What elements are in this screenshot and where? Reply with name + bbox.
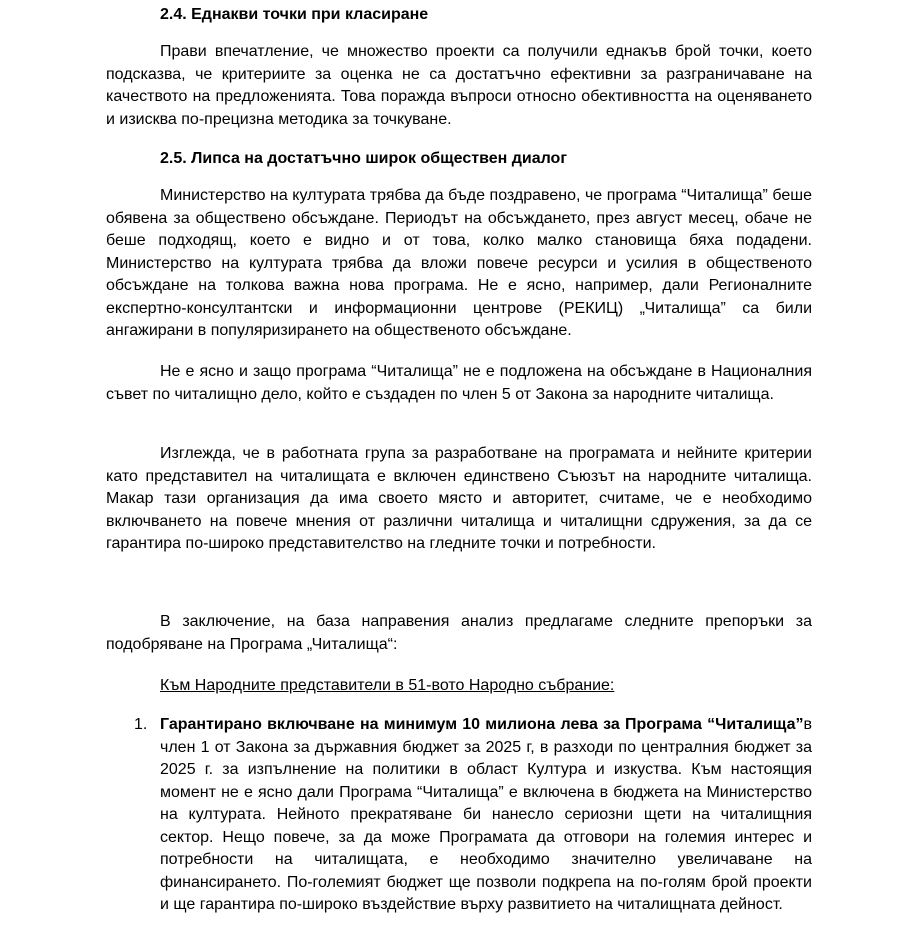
section-heading-2-4: 2.4. Еднакви точки при класиране <box>160 6 429 23</box>
paragraph-conclusion-intro: В заключение, на база направения анализ предлагаме следните препоръки за подобряване на Програма „Читалища“: <box>106 613 812 653</box>
section-heading-2-5: 2.5. Липса на достатъчно широк обществен диалог <box>160 150 567 167</box>
recommendation-list-item <box>106 714 812 917</box>
paragraph-working-group: Изглежда, че в работната група за разработване на програмата и нейните критерии като представител на читалищата е включен единствено Съюзът на народните читалища. Макар тази организация да има своето място и авторитет, считаме, че е необходимо включването на повече мнения от различни читалища и читалищни сдружения, за да се гарантира по-широко представителство на гледните точки и потребности. <box>106 445 812 552</box>
list-item-bold-lead: Гарантирано включване на минимум 10 милиона лева за Програма “Читалища” <box>160 716 804 733</box>
audience-heading: Към Народните представители в 51-вото Народно събрание: <box>160 677 615 694</box>
list-item-text: в член 1 от Закона за държавния бюджет за 2025 г, в разходи по централния бюджет за 2025 г. за изпълнение на политики в област Култура и изкуства. Към настоящия момент не е ясно дали Програма “Читалища” е включена в бюджета на Министерство на културата. Нейното прекратяване би нанесло сериозни щети на читалищния сектор. Нещо повече, за да може Програмата да отговори на големия интерес и потребности на читалищата, е необходимо значително увеличаване на финансирането. По-големият бюджет ще позволи подкрепа на по-голям брой проекти и ще гарантира по-широко въздействие върху развитието на читалищната дейност. <box>160 716 812 913</box>
list-item-number: 1. <box>134 716 148 733</box>
paragraph-equal-points: Прави впечатление, че множество проекти са получили еднакъв брой точки, което подсказва, че критериите за оценка не са достатъчно ефективни за разграничаване на качеството на предложенията. Това поражда въпроси относно обективността на оценяването и изисква по-прецизна методика за точкуване. <box>106 43 812 128</box>
paragraph-national-council: Не е ясно и защо програма “Читалища” не е подложена на обсъждане в Националния съвет по читалищно дело, който е създаден по член 5 от Закона за народните читалища. <box>106 363 812 403</box>
paragraph-public-consultation: Министерство на културата трябва да бъде поздравено, че програма “Читалища” беше обявена за обществено обсъждане. Периодът на обсъждането, през август месец, обаче не беше подходящ, което е видно и от това, колко малко становища бяха подадени. Министерство на културата трябва да вложи повече ресурси и усилия в общественото обсъждане на толкова важна нова програма. Не е ясно, например, дали Регионалните експертно-консултантски и информационни центрове (РЕКИЦ) „Читалища” са били ангажирани в популяризирането на общественото обсъждане. <box>106 187 812 339</box>
list-item-body <box>160 714 812 917</box>
